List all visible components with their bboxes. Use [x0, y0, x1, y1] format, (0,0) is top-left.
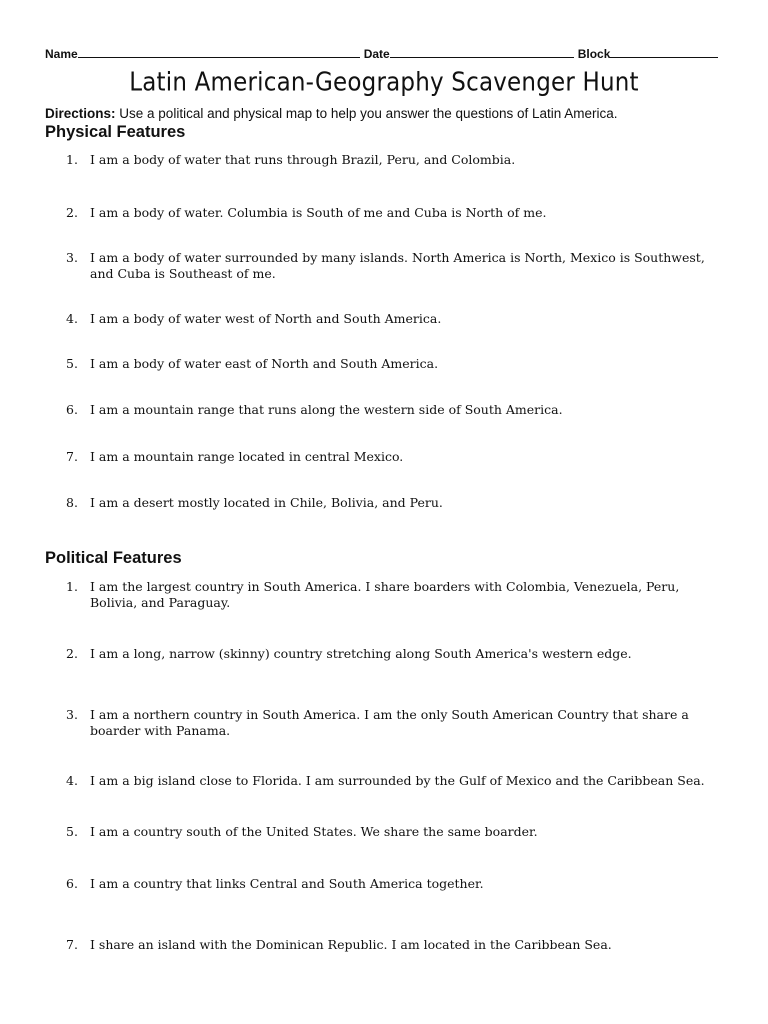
physical-question-number: 2.: [66, 205, 78, 220]
political-question-text: I share an island with the Dominican Republic. I am located in the Caribbean Sea.: [90, 937, 612, 952]
physical-question-number: 4.: [66, 311, 78, 326]
political-question-number: 7.: [66, 937, 78, 952]
political-question-text: I am a long, narrow (skinny) country stretching along South America's western edge.: [90, 646, 632, 661]
date-label: Date: [363, 47, 390, 61]
political-features-heading: Political Features: [45, 549, 182, 567]
page-title: Latin American-Geography Scavenger Hunt: [129, 68, 639, 98]
block-label: Block: [577, 47, 611, 61]
block-field[interactable]: [578, 47, 719, 61]
physical-question-number: 5.: [66, 356, 78, 371]
physical-question-text: I am a mountain range located in central Mexico.: [90, 449, 404, 464]
political-question-number: 1.: [66, 579, 78, 594]
directions-text: Use a political and physical map to help you answer the questions of Latin America.: [119, 106, 618, 121]
physical-question-text: I am a body of water. Columbia is South of me and Cuba is North of me.: [90, 205, 547, 220]
directions-label: Directions:: [45, 106, 116, 121]
political-question-number: 5.: [66, 824, 78, 839]
date-field[interactable]: [364, 47, 574, 61]
name-field[interactable]: [45, 47, 360, 61]
physical-question-text: I am a body of water east of North and South America.: [90, 356, 439, 371]
political-question-text: I am a country south of the United States. We share the same boarder.: [90, 824, 538, 839]
physical-question-number: 7.: [66, 449, 78, 464]
directions: [45, 106, 618, 121]
political-question-text: I am a northern country in South America. I am the only South American Country that share a boarder with Panama.: [90, 707, 689, 738]
political-question-text: I am a big island close to Florida. I am surrounded by the Gulf of Mexico and the Caribbean Sea.: [90, 773, 705, 788]
physical-question-text: I am a mountain range that runs along the western side of South America.: [90, 402, 563, 417]
name-label: Name: [45, 47, 78, 61]
physical-question-number: 3.: [66, 250, 78, 265]
physical-question-number: 1.: [66, 152, 78, 167]
header-fields: [45, 47, 718, 61]
political-question-number: 6.: [66, 876, 78, 891]
block-blank[interactable]: [610, 47, 718, 58]
physical-features-heading: Physical Features: [45, 123, 186, 141]
political-question-text: I am a country that links Central and South America together.: [90, 876, 484, 891]
political-question-text: I am the largest country in South America. I share boarders with Colombia, Venezuela, Peru, Bolivia, and Paraguay.: [90, 579, 680, 610]
physical-question-text: I am a body of water west of North and South America.: [90, 311, 442, 326]
physical-question-text: I am a desert mostly located in Chile, Bolivia, and Peru.: [90, 495, 443, 510]
political-question-number: 4.: [66, 773, 78, 788]
date-blank[interactable]: [390, 47, 574, 58]
physical-question-text: I am a body of water surrounded by many islands. North America is North, Mexico is Southwest, and Cuba is Southeast of me.: [90, 250, 705, 281]
name-blank[interactable]: [78, 47, 360, 58]
political-question-number: 3.: [66, 707, 78, 722]
physical-question-number: 8.: [66, 495, 78, 510]
physical-question-text: I am a body of water that runs through Brazil, Peru, and Colombia.: [90, 152, 516, 167]
political-question-number: 2.: [66, 646, 78, 661]
physical-question-number: 6.: [66, 402, 78, 417]
